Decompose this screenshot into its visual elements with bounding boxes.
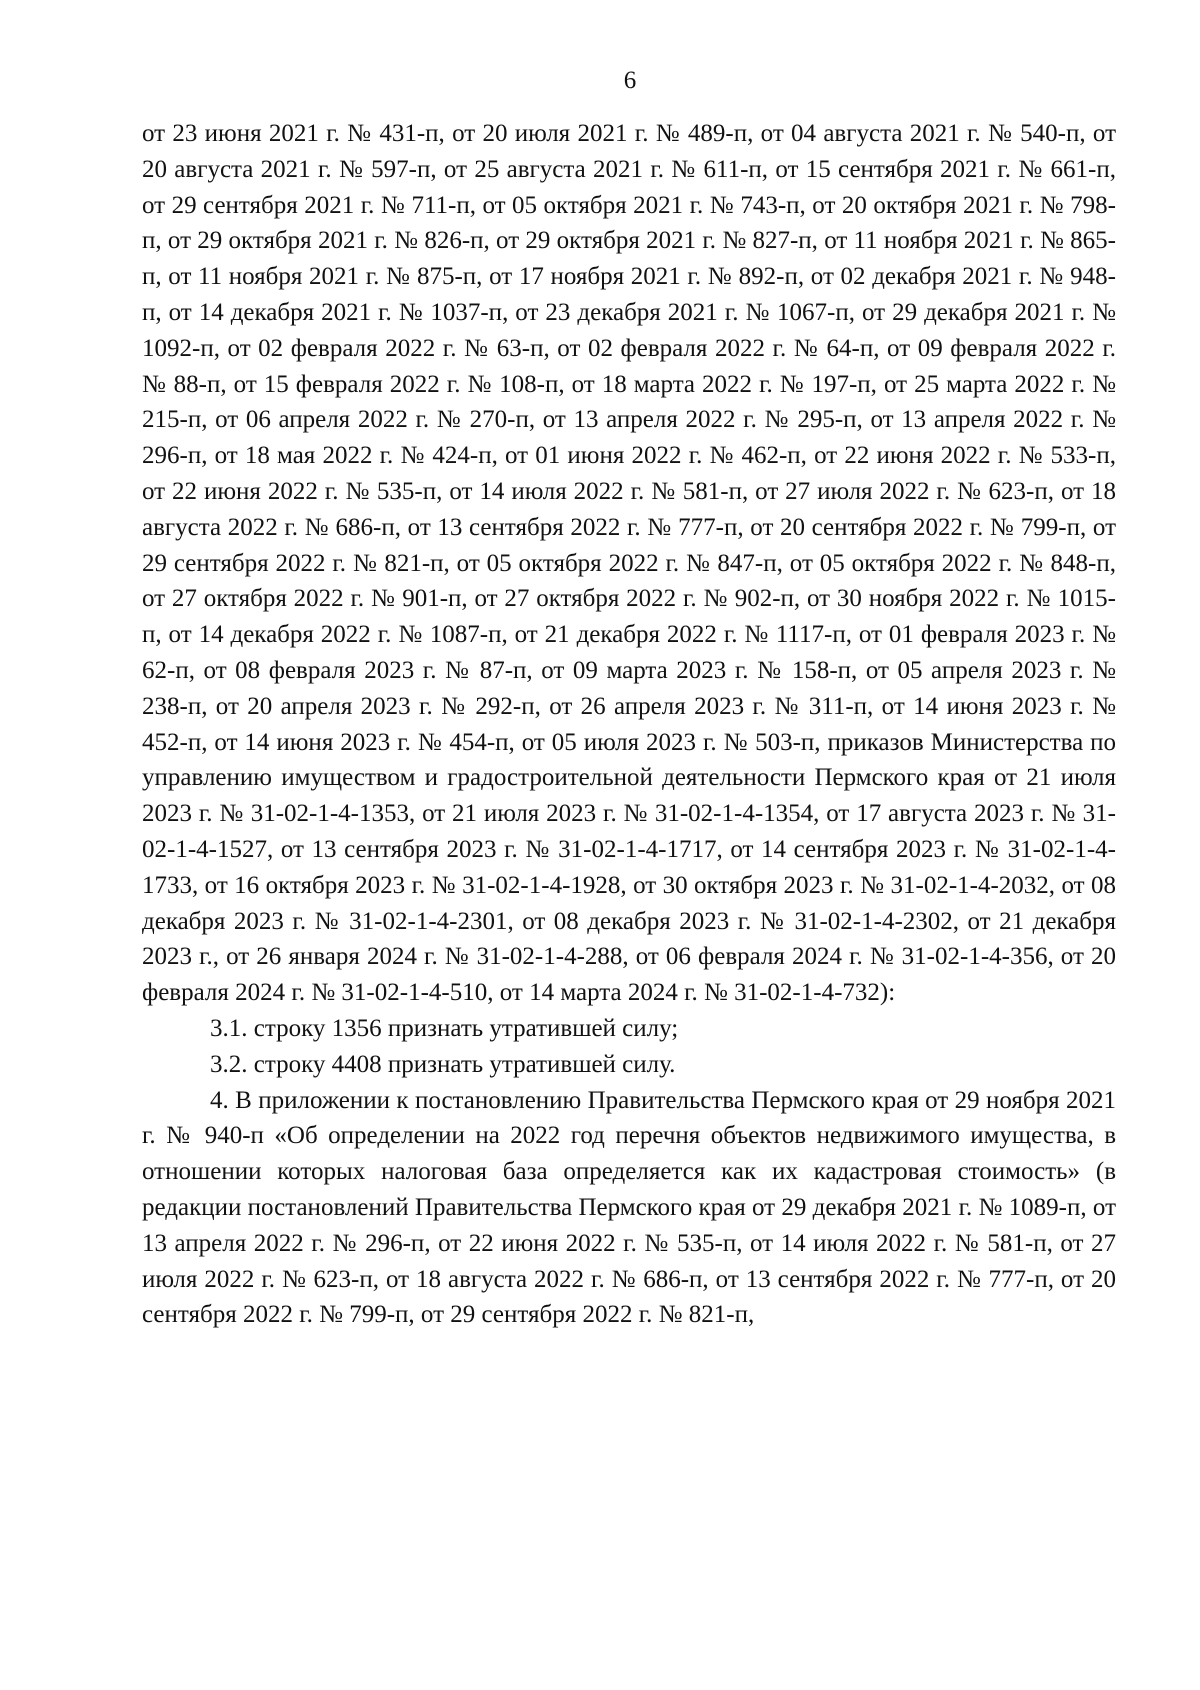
paragraph-amendment-list: от 23 июня 2021 г. № 431-п, от 20 июля 2021 г. № 489-п, от 04 августа 2021 г. № 540-п, от 20 августа 2021 г. № 597-п, от 25 августа 2021 г. № 611-п, от 15 сентября 2021 г. № 661-п, от 29 сентября 2021 г. № 711-п, от 05 октября 2021 г. № 743-п, от 20 октября 2021 г. № 798-п, от 29 октября 2021 г. № 826-п, от 29 октября 2021 г. № 827-п, от 11 ноября 2021 г. № 865-п, от 11 ноября 2021 г. № 875-п, от 17 ноября 2021 г. № 892-п, от 02 декабря 2021 г. № 948-п, от 14 декабря 2021 г. № 1037-п, от 23 декабря 2021 г. № 1067-п, от 29 декабря 2021 г. № 1092-п, от 02 февраля 2022 г. № 63-п, от 02 февраля 2022 г. № 64-п, от 09 февраля 2022 г. № 88-п, от 15 февраля 2022 г. № 108-п, от 18 марта 2022 г. № 197-п, от 25 марта 2022 г. № 215-п, от 06 апреля 2022 г. № 270-п, от 13 апреля 2022 г. № 295-п, от 13 апреля 2022 г. № 296-п, от 18 мая 2022 г. № 424-п, от 01 июня 2022 г. № 462-п, от 22 июня 2022 г. № 533-п, от 22 июня 2022 г. № 535-п, от 14 июля 2022 г. № 581-п, от 27 июля 2022 г. № 623-п, от 18 августа 2022 г. № 686-п, от 13 сентября 2022 г. № 777-п, от 20 сентября 2022 г. № 799-п, от 29 сентября 2022 г. № 821-п, от 05 октября 2022 г. № 847-п, от 05 октября 2022 г. № 848-п, от 27 октября 2022 г. № 901-п, от 27 октября 2022 г. № 902-п, от 30 ноября 2022 г. № 1015-п, от 14 декабря 2022 г. № 1087-п, от 21 декабря 2022 г. № 1117-п, от 01 февраля 2023 г. № 62-п, от 08 февраля 2023 г. № 87-п, от 09 марта 2023 г. № 158-п, от 05 апреля 2023 г. № 238-п, от 20 апреля 2023 г. № 292-п, от 26 апреля 2023 г. № 311-п, от 14 июня 2023 г. № 452-п, от 14 июня 2023 г. № 454-п, от 05 июля 2023 г. № 503-п, приказов Министерства по управлению имуществом и градостроительной деятельности Пермского края от 21 июля 2023 г. № 31-02-1-4-1353, от 21 июля 2023 г. № 31-02-1-4-1354, от 17 августа 2023 г. № 31-02-1-4-1527, от 13 сентября 2023 г. № 31-02-1-4-1717, от 14 сентября 2023 г. № 31-02-1-4-1733, от 16 октября 2023 г. № 31-02-1-4-1928, от 30 октября 2023 г. № 31-02-1-4-2032, от 08 декабря 2023 г. № 31-02-1-4-2301, от 08 декабря 2023 г. № 31-02-1-4-2302, от 21 декабря 2023 г., от 26 января 2024 г. № 31-02-1-4-288, от 06 февраля 2024 г. № 31-02-1-4-356, от 20 февраля 2024 г. № 31-02-1-4-510, от 14 марта 2024 г. № 31-02-1-4-732): bbox=[142, 120, 1116, 1007]
document-body bbox=[142, 116, 1116, 1333]
page-number: 6 bbox=[623, 67, 637, 94]
paragraph-item-3-2: 3.2. строку 4408 признать утратившей силу. bbox=[210, 1050, 676, 1078]
paragraph-item-4: 4. В приложении к постановлению Правительства Пермского края от 29 ноября 2021 г. № 940-п «Об определении на 2022 год перечня объектов недвижимого имущества, в отношении которых налоговая база определяется как их кадастровая стоимость» (в редакции постановлений Правительства Пермского края от 29 декабря 2021 г. № 1089-п, от 13 апреля 2022 г. № 296-п, от 22 июня 2022 г. № 535-п, от 14 июля 2022 г. № 581-п, от 27 июля 2022 г. № 623-п, от 18 августа 2022 г. № 686-п, от 13 сентября 2022 г. № 777-п, от 20 сентября 2022 г. № 799-п, от 29 сентября 2022 г. № 821-п, bbox=[142, 1086, 1116, 1329]
paragraph-item-3-1: 3.1. строку 1356 признать утратившей силу; bbox=[210, 1014, 679, 1042]
